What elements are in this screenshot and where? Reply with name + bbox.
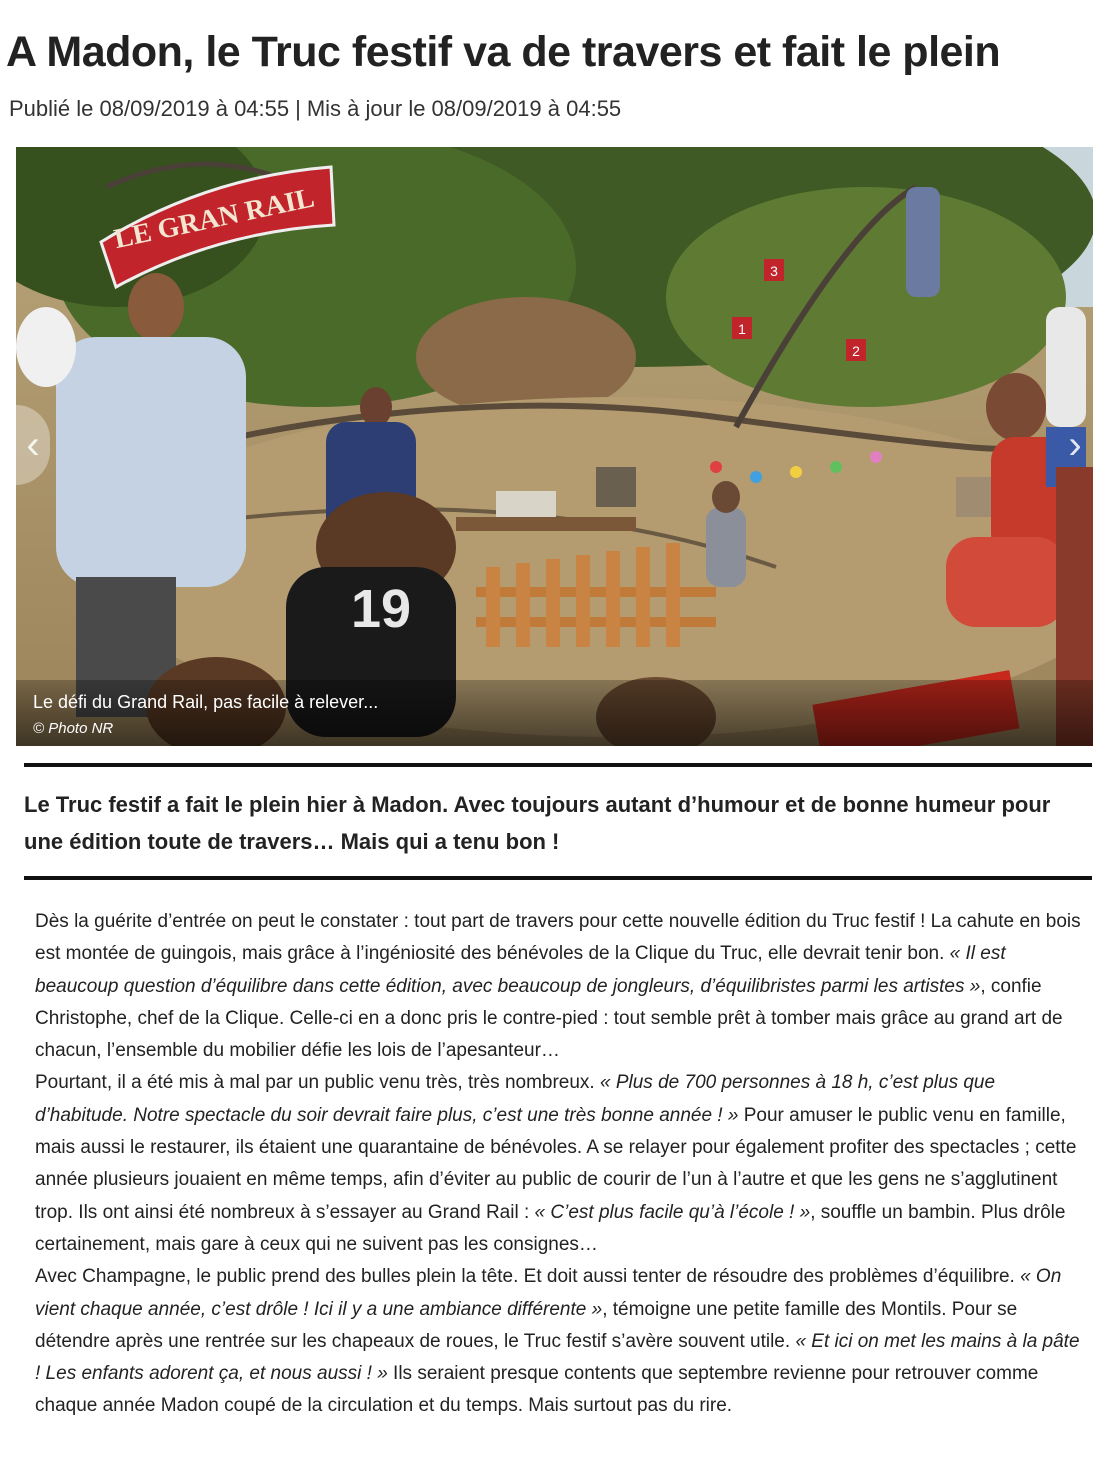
article-body	[35, 906, 1090, 1423]
quote: « C’est plus facile qu’à l’école ! »	[534, 1201, 811, 1223]
marker-3: 3	[770, 263, 778, 279]
quote: « Plus de 700 personnes à 18 h, c’est plus que d’habitude. Notre spectacle du soir devrait faire plus, c’est une très bonne année ! »	[35, 1072, 996, 1126]
photo-next-button[interactable]	[1058, 405, 1092, 485]
chapo-bottom-rule	[24, 876, 1092, 880]
article-lead: Le Truc festif a fait le plein hier à Madon. Avec toujours autant d’humour et de bonne humeur pour une édition toute de travers… Mais qui a tenu bon !	[24, 792, 1051, 854]
caption-text: Le défi du Grand Rail, pas facile à relever...	[33, 692, 379, 712]
text-run: Pour amuser le public venu en famille, mais aussi le restaurer, ils étaient une quarantaine de bénévoles. A se relayer pour également profiter des spectacles ; cette année plusieurs jouaient en même temps, afin d’éviter au public de courir de l’un à l’autre et que les gens ne s’agglutinent trop. Ils ont ainsi été nombreux à s’essayer au Grand Rail :	[35, 1104, 1077, 1223]
updated-date: Mis à jour le 08/09/2019 à 04:55	[306, 96, 622, 121]
quote: « On vient chaque année, c’est drôle ! Ici il y a une ambiance différente »	[35, 1266, 1062, 1320]
quote: « Il est beaucoup question d’équilibre dans cette édition, avec beaucoup de jongleurs, d’équilibristes parmi les artistes »	[35, 943, 1006, 997]
shirt-number: 19	[350, 579, 412, 639]
article-photo[interactable]	[16, 147, 1093, 746]
body-paragraph	[35, 906, 1090, 1067]
marker-1: 1	[738, 321, 746, 337]
text-run: Pourtant, il a été mis à mal par un public venu très, très nombreux.	[35, 1072, 600, 1094]
text-run: Dès la guérite d’entrée on peut le constater : tout part de travers pour cette nouvelle édition du Truc festif ! La cahute en bois est montée de guingois, mais grâce à l’ingéniosité des bénévoles de la Clique du Truc, elle devrait tenir bon.	[35, 911, 1081, 965]
body-paragraph	[35, 1261, 1090, 1422]
photo-credit: © Photo NR	[33, 720, 114, 737]
body-paragraph	[35, 1067, 1090, 1261]
chapo-top-rule	[24, 763, 1092, 767]
published-date: Publié le 08/09/2019 à 04:55	[9, 96, 290, 121]
text-run: Avec Champagne, le public prend des bulles plein la tête. Et doit aussi tenter de résoudre des problèmes d’équilibre.	[35, 1266, 1021, 1288]
chevron-right-icon: ›	[1068, 422, 1082, 467]
article-dates	[9, 96, 621, 122]
date-separator: |	[295, 96, 301, 121]
article-title: A Madon, le Truc festif va de travers et fait le plein	[6, 28, 1001, 76]
text-run: , témoigne une petite famille des Montils. Pour se détendre après une rentrée sur les chapeaux de roues, le Truc festif s’avère souvent utile.	[35, 1298, 1018, 1352]
photo-illustration	[16, 147, 1093, 746]
sign-text: LE GRAN RAIL	[111, 182, 318, 256]
text-run: Ils seraient presque contents que septembre revienne pour retrouver comme chaque année Madon coupé de la circulation et du temps. Mais surtout pas du rire.	[35, 1363, 1039, 1417]
quote: « Et ici on met les mains à la pâte ! Les enfants adorent ça, et nous aussi ! »	[35, 1330, 1080, 1385]
photo-caption	[16, 680, 1093, 746]
marker-2: 2	[852, 343, 860, 359]
chevron-left-icon: ‹	[26, 422, 40, 467]
text-run: , souffle un bambin. Plus drôle certainement, mais gare à ceux qui ne suivent pas les consignes…	[35, 1201, 1066, 1255]
text-run: , confie Christophe, chef de la Clique. Celle-ci en a donc pris le contre-pied : tout semble prêt à tomber mais grâce au grand art de chacun, l’ensemble du mobilier défie les lois de l’apesanteur…	[35, 975, 1063, 1062]
